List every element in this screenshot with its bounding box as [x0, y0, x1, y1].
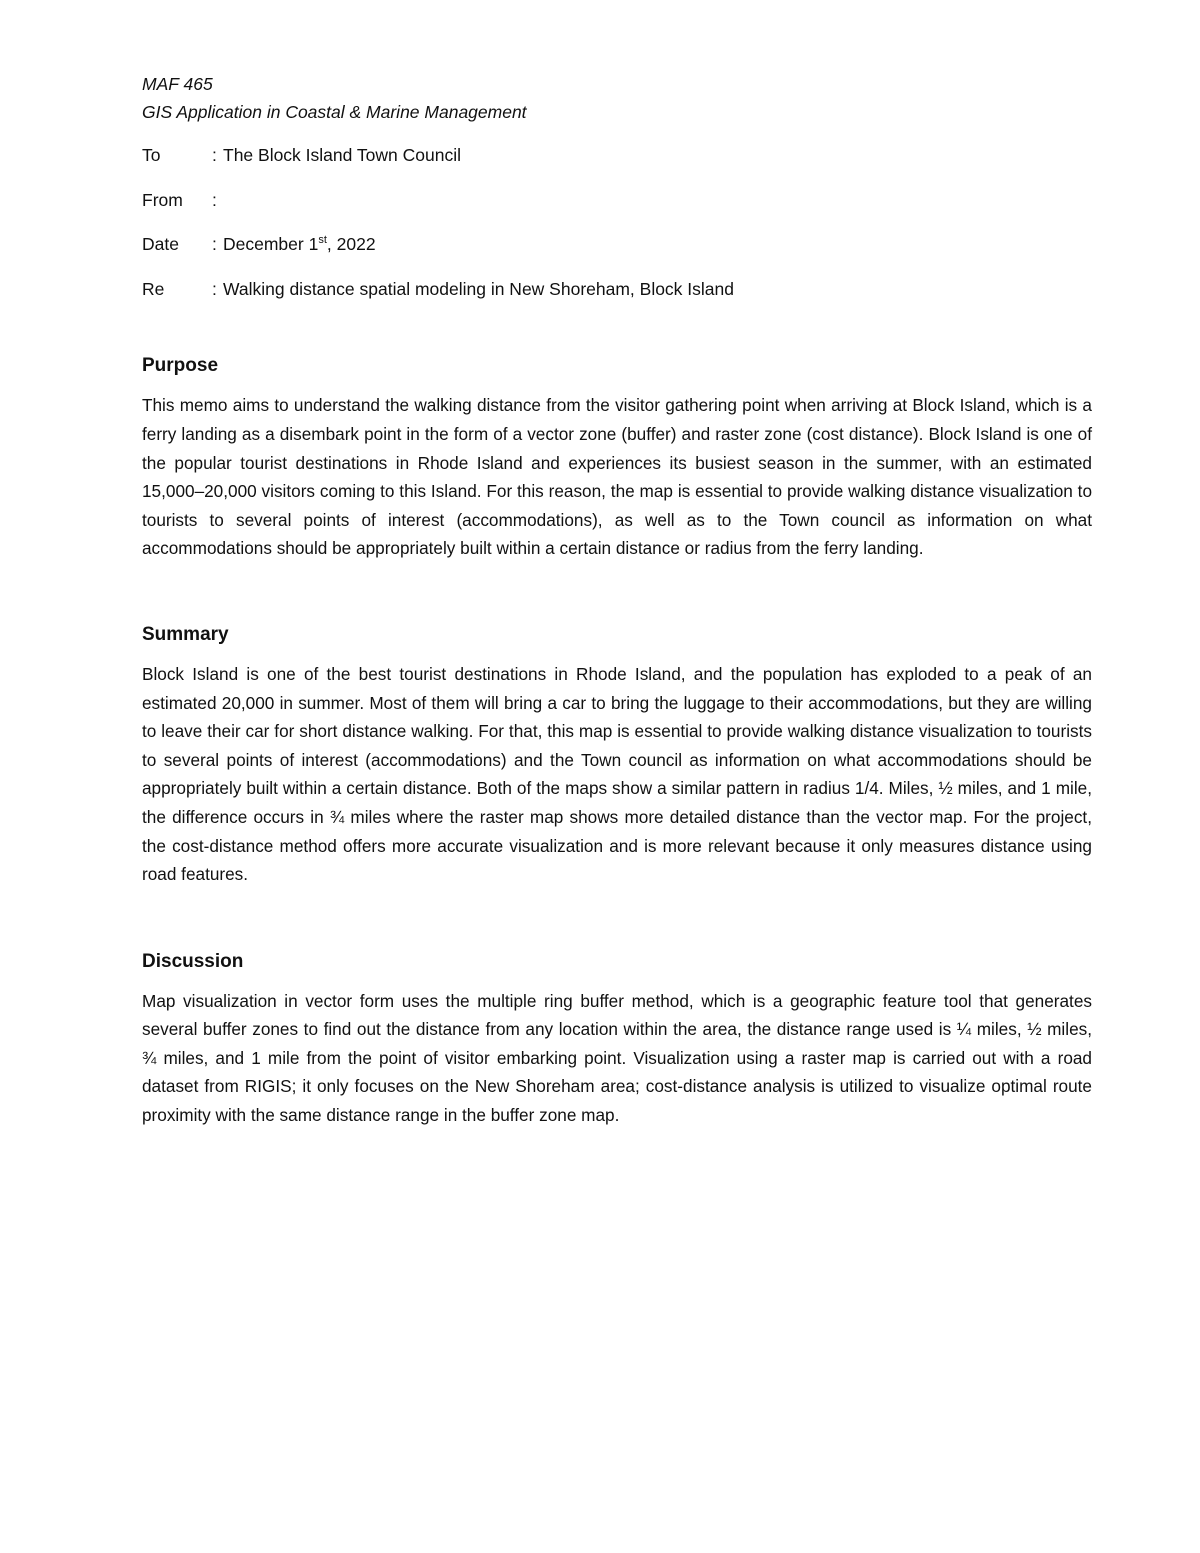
section-heading-summary: Summary — [142, 623, 229, 645]
memo-label-re: Re — [142, 278, 165, 299]
memo-label-date: Date — [142, 234, 179, 255]
memo-header — [142, 142, 1092, 320]
memo-row-to — [142, 142, 1092, 187]
memo-row-from — [142, 187, 1092, 232]
course-title: GIS Application in Coastal & Marine Management — [142, 102, 527, 122]
memo-value-date — [222, 231, 1092, 276]
memo-value-re: Walking distance spatial modeling in New Shoreham, Block Island — [223, 278, 734, 299]
date-suffix: , 2022 — [326, 234, 376, 255]
memo-colon: : — [212, 278, 217, 299]
discussion-paragraph: Map visualization in vector form uses the multiple ring buffer method, which is a geographic feature tool that generates several buffer zones to find out the distance from any location within the area, the distance range used is ¼ miles, ½ miles, ¾ miles, and 1 mile from the point of visitor embarking point. Visualization using a raster map is carried out with a road dataset from RIGIS; it only focuses on the New Shoreham area; cost-distance analysis is utilized to visualize optimal route proximity with the same distance range in the buffer zone map. — [142, 990, 1092, 1126]
purpose-paragraph: This memo aims to understand the walking distance from the visitor gathering point when arriving at Block Island, which is a ferry landing as a disembark point in the form of a vector zone (buffer) and raster zone (cost distance). Block Island is one of the popular tourist destinations in Rhode Island and experiences its busiest season in the summer, with an estimated 15,000–20,000 visitors coming to this Island. For this reason, the map is essential to provide walking distance visualization to tourists to several points of interest (accommodations), as well as to the Town council as information on what accommodations should be appropriately built within a certain distance or radius from the ferry landing. — [142, 395, 1092, 559]
date-prefix: December 1 — [223, 234, 319, 255]
memo-value-from — [222, 187, 1092, 232]
section-heading-purpose: Purpose — [142, 355, 219, 377]
memo-label-from: From — [142, 189, 183, 210]
memo-row-date — [142, 231, 1092, 276]
memo-colon: : — [212, 234, 217, 255]
memo-row-re — [142, 276, 1092, 321]
memo-colon: : — [212, 189, 217, 210]
summary-paragraph: Block Island is one of the best tourist destinations in Rhode Island, and the population has exploded to a peak of an estimated 20,000 in summer. Most of them will bring a car to bring the luggage to their accommodations, but they are willing to leave their car for short distance walking. For that, this map is essential to provide walking distance visualization to tourists to several points of interest (accommodations) and the Town council as information on what accommodations should be appropriately built within a certain distance. Both of the maps show a similar pattern in radius 1/4. Miles, ½ miles, and 1 mile, the difference occurs in ¾ miles where the raster map shows more detailed distance than the vector map. For the project, the cost-distance method offers more accurate visualization and is more relevant because it only measures distance using road features. — [142, 663, 1092, 885]
date-ordinal: st — [318, 234, 327, 247]
memo-label-to: To — [142, 145, 161, 165]
memo-colon: : — [212, 145, 217, 165]
course-code: MAF 465 — [142, 74, 213, 94]
memo-value-to: The Block Island Town Council — [223, 145, 461, 165]
section-heading-discussion: Discussion — [142, 950, 244, 972]
memo-page — [142, 70, 1092, 1130]
